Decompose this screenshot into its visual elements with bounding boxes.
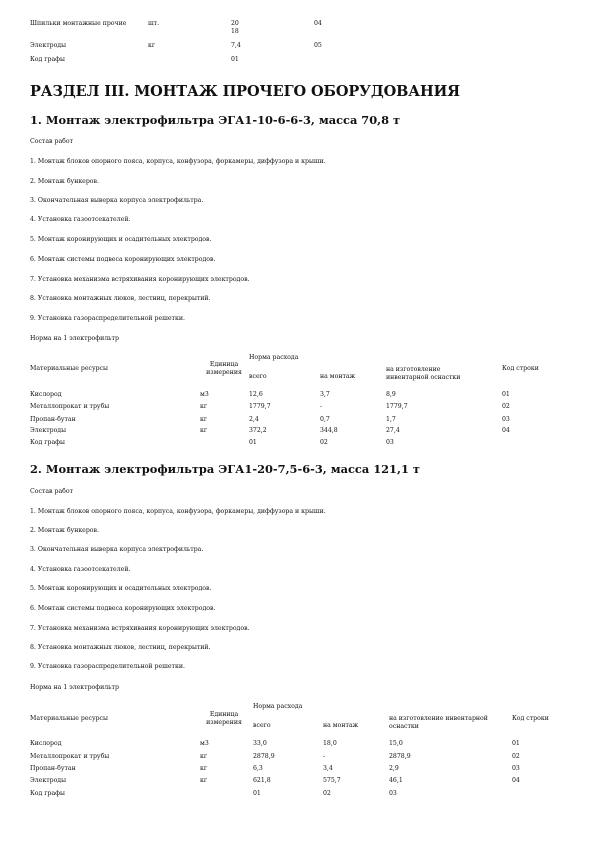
work-step: 6. Монтаж системы подвеса коронирующих электродов. [30, 256, 216, 263]
work-step: 1. Монтаж блоков опорного пояса, корпуса, конфузора, форкамеры, диффузора и крыши. [30, 158, 326, 165]
top-row-total: 01 [231, 56, 239, 63]
header-code: Код строки [512, 715, 549, 722]
top-row-total: 7,4 [231, 42, 241, 49]
row-total: 01 [249, 439, 257, 446]
row-mount: - [323, 753, 326, 760]
row-name: Код графы [30, 790, 65, 797]
row-name: Кислород [30, 391, 62, 398]
row-total: 33,0 [253, 740, 267, 747]
row-mount: 02 [320, 439, 328, 446]
row-mount: 0,7 [320, 416, 330, 423]
header-norm: Норма расхода [253, 703, 303, 710]
top-row-name: Код графы [30, 56, 65, 63]
row-total: 12,6 [249, 391, 263, 398]
row-name: Электроды [30, 427, 67, 434]
row-unit: м3 [200, 391, 209, 398]
row-code: 04 [512, 777, 520, 784]
top-row-total: 20 [231, 20, 239, 27]
header-norm: Норма расхода [249, 354, 299, 361]
row-total: 6,3 [253, 765, 263, 772]
row-mount: 575,7 [323, 777, 341, 784]
row-mount: 18,0 [323, 740, 337, 747]
row-fab: 03 [389, 790, 397, 797]
header-unit: Единица измерения [206, 361, 242, 376]
top-row-code: 05 [314, 42, 322, 49]
row-fab: 1779,7 [386, 403, 408, 410]
row-code: 02 [512, 753, 520, 760]
header-fab: на изготовление инвентарной оснастки [386, 366, 461, 381]
norm-label: Норма на 1 электрофильтр [30, 335, 119, 342]
work-step: 5. Монтаж коронирующих и осадительных электродов. [30, 236, 212, 243]
row-code: 01 [512, 740, 520, 747]
row-unit: м3 [200, 740, 209, 747]
work-step: 5. Монтаж коронирующих и осадительных электродов. [30, 585, 212, 592]
row-total: 372,2 [249, 427, 267, 434]
header-mount: на монтаж [323, 722, 359, 729]
row-mount: 02 [323, 790, 331, 797]
header-fab: на изготовление инвентарной оснастки [389, 715, 488, 730]
row-unit: кг [200, 427, 208, 434]
row-fab: 2878,9 [389, 753, 411, 760]
work-step: 9. Установка газораспределительной решетки. [30, 315, 185, 322]
work-step: 1. Монтаж блоков опорного пояса, корпуса, конфузора, форкамеры, диффузора и крыши. [30, 508, 326, 515]
top-row-unit: кг [148, 42, 156, 49]
header-code: Код строки [502, 365, 539, 372]
row-total: 621,8 [253, 777, 271, 784]
row-fab: 2,9 [389, 765, 399, 772]
row-fab: 8,9 [386, 391, 396, 398]
row-mount: 3,4 [323, 765, 333, 772]
header-mount: на монтаж [320, 373, 356, 380]
row-name: Код графы [30, 439, 65, 446]
header-total: всего [253, 722, 271, 729]
work-step: 2. Монтаж бункеров. [30, 178, 99, 185]
row-name: Электроды [30, 777, 67, 784]
work-step: 8. Установка монтажных люков, лестниц, перекрытий. [30, 295, 211, 302]
row-total: 2,4 [249, 416, 259, 423]
row-mount: 3,7 [320, 391, 330, 398]
row-unit: кг [200, 765, 208, 772]
top-row-total: 18 [231, 28, 239, 35]
row-name: Пропан-бутан [30, 765, 76, 772]
row-unit: кг [200, 753, 208, 760]
subsection-title: 2. Монтаж электрофильтра ЭГА1-20-7,5-6-3, масса 121,1 т [30, 462, 420, 476]
row-fab: 46,1 [389, 777, 403, 784]
header-resources: Материальные ресурсы [30, 715, 108, 722]
row-unit: кг [200, 416, 208, 423]
row-fab: 1,7 [386, 416, 396, 423]
section-heading: РАЗДЕЛ III. МОНТАЖ ПРОЧЕГО ОБОРУДОВАНИЯ [30, 83, 460, 100]
row-code: 01 [502, 391, 510, 398]
work-step: 6. Монтаж системы подвеса коронирующих электродов. [30, 605, 216, 612]
norm-label: Норма на 1 электрофильтр [30, 684, 119, 691]
row-total: 01 [253, 790, 261, 797]
row-fab: 27,4 [386, 427, 400, 434]
work-step: 4. Установка газоотсекателей. [30, 566, 131, 573]
row-mount: 344,8 [320, 427, 338, 434]
top-row-unit: шт. [148, 20, 160, 27]
row-name: Пропан-бутан [30, 416, 76, 423]
row-unit: кг [200, 777, 208, 784]
subsection-title: 1. Монтаж электрофильтра ЭГА1-10-6-6-3, масса 70,8 т [30, 113, 401, 127]
header-unit: Единица измерения [206, 711, 242, 726]
work-step: 3. Окончательная выверка корпуса электрофильтра. [30, 197, 204, 204]
top-row-code: 04 [314, 20, 322, 27]
row-total: 2878,9 [253, 753, 275, 760]
row-name: Кислород [30, 740, 62, 747]
row-code: 04 [502, 427, 510, 434]
row-code: 02 [502, 403, 510, 410]
composition-label: Состав работ [30, 488, 74, 495]
work-step: 3. Окончательная выверка корпуса электрофильтра. [30, 546, 204, 553]
row-code: 03 [512, 765, 520, 772]
work-step: 7. Установка механизма встряхивания коронирующих электродов. [30, 625, 250, 632]
work-step: 4. Установка газоотсекателей. [30, 216, 131, 223]
work-step: 2. Монтаж бункеров. [30, 527, 99, 534]
composition-label: Состав работ [30, 138, 74, 145]
row-unit: кг [200, 403, 208, 410]
header-total: всего [249, 373, 267, 380]
work-step: 8. Установка монтажных люков, лестниц, перекрытий. [30, 644, 211, 651]
row-total: 1779,7 [249, 403, 271, 410]
header-resources: Материальные ресурсы [30, 365, 108, 372]
work-step: 7. Установка механизма встряхивания коронирующих электродов. [30, 276, 250, 283]
row-fab: 03 [386, 439, 394, 446]
row-code: 03 [502, 416, 510, 423]
row-name: Металлопрокат и трубы [30, 753, 110, 760]
top-row-name: Электроды [30, 42, 67, 49]
work-step: 9. Установка газораспределительной решетки. [30, 663, 185, 670]
row-name: Металлопрокат и трубы [30, 403, 110, 410]
row-mount: - [320, 403, 323, 410]
row-fab: 15,0 [389, 740, 403, 747]
top-row-name: Шпильки монтажные прочие [30, 20, 127, 27]
